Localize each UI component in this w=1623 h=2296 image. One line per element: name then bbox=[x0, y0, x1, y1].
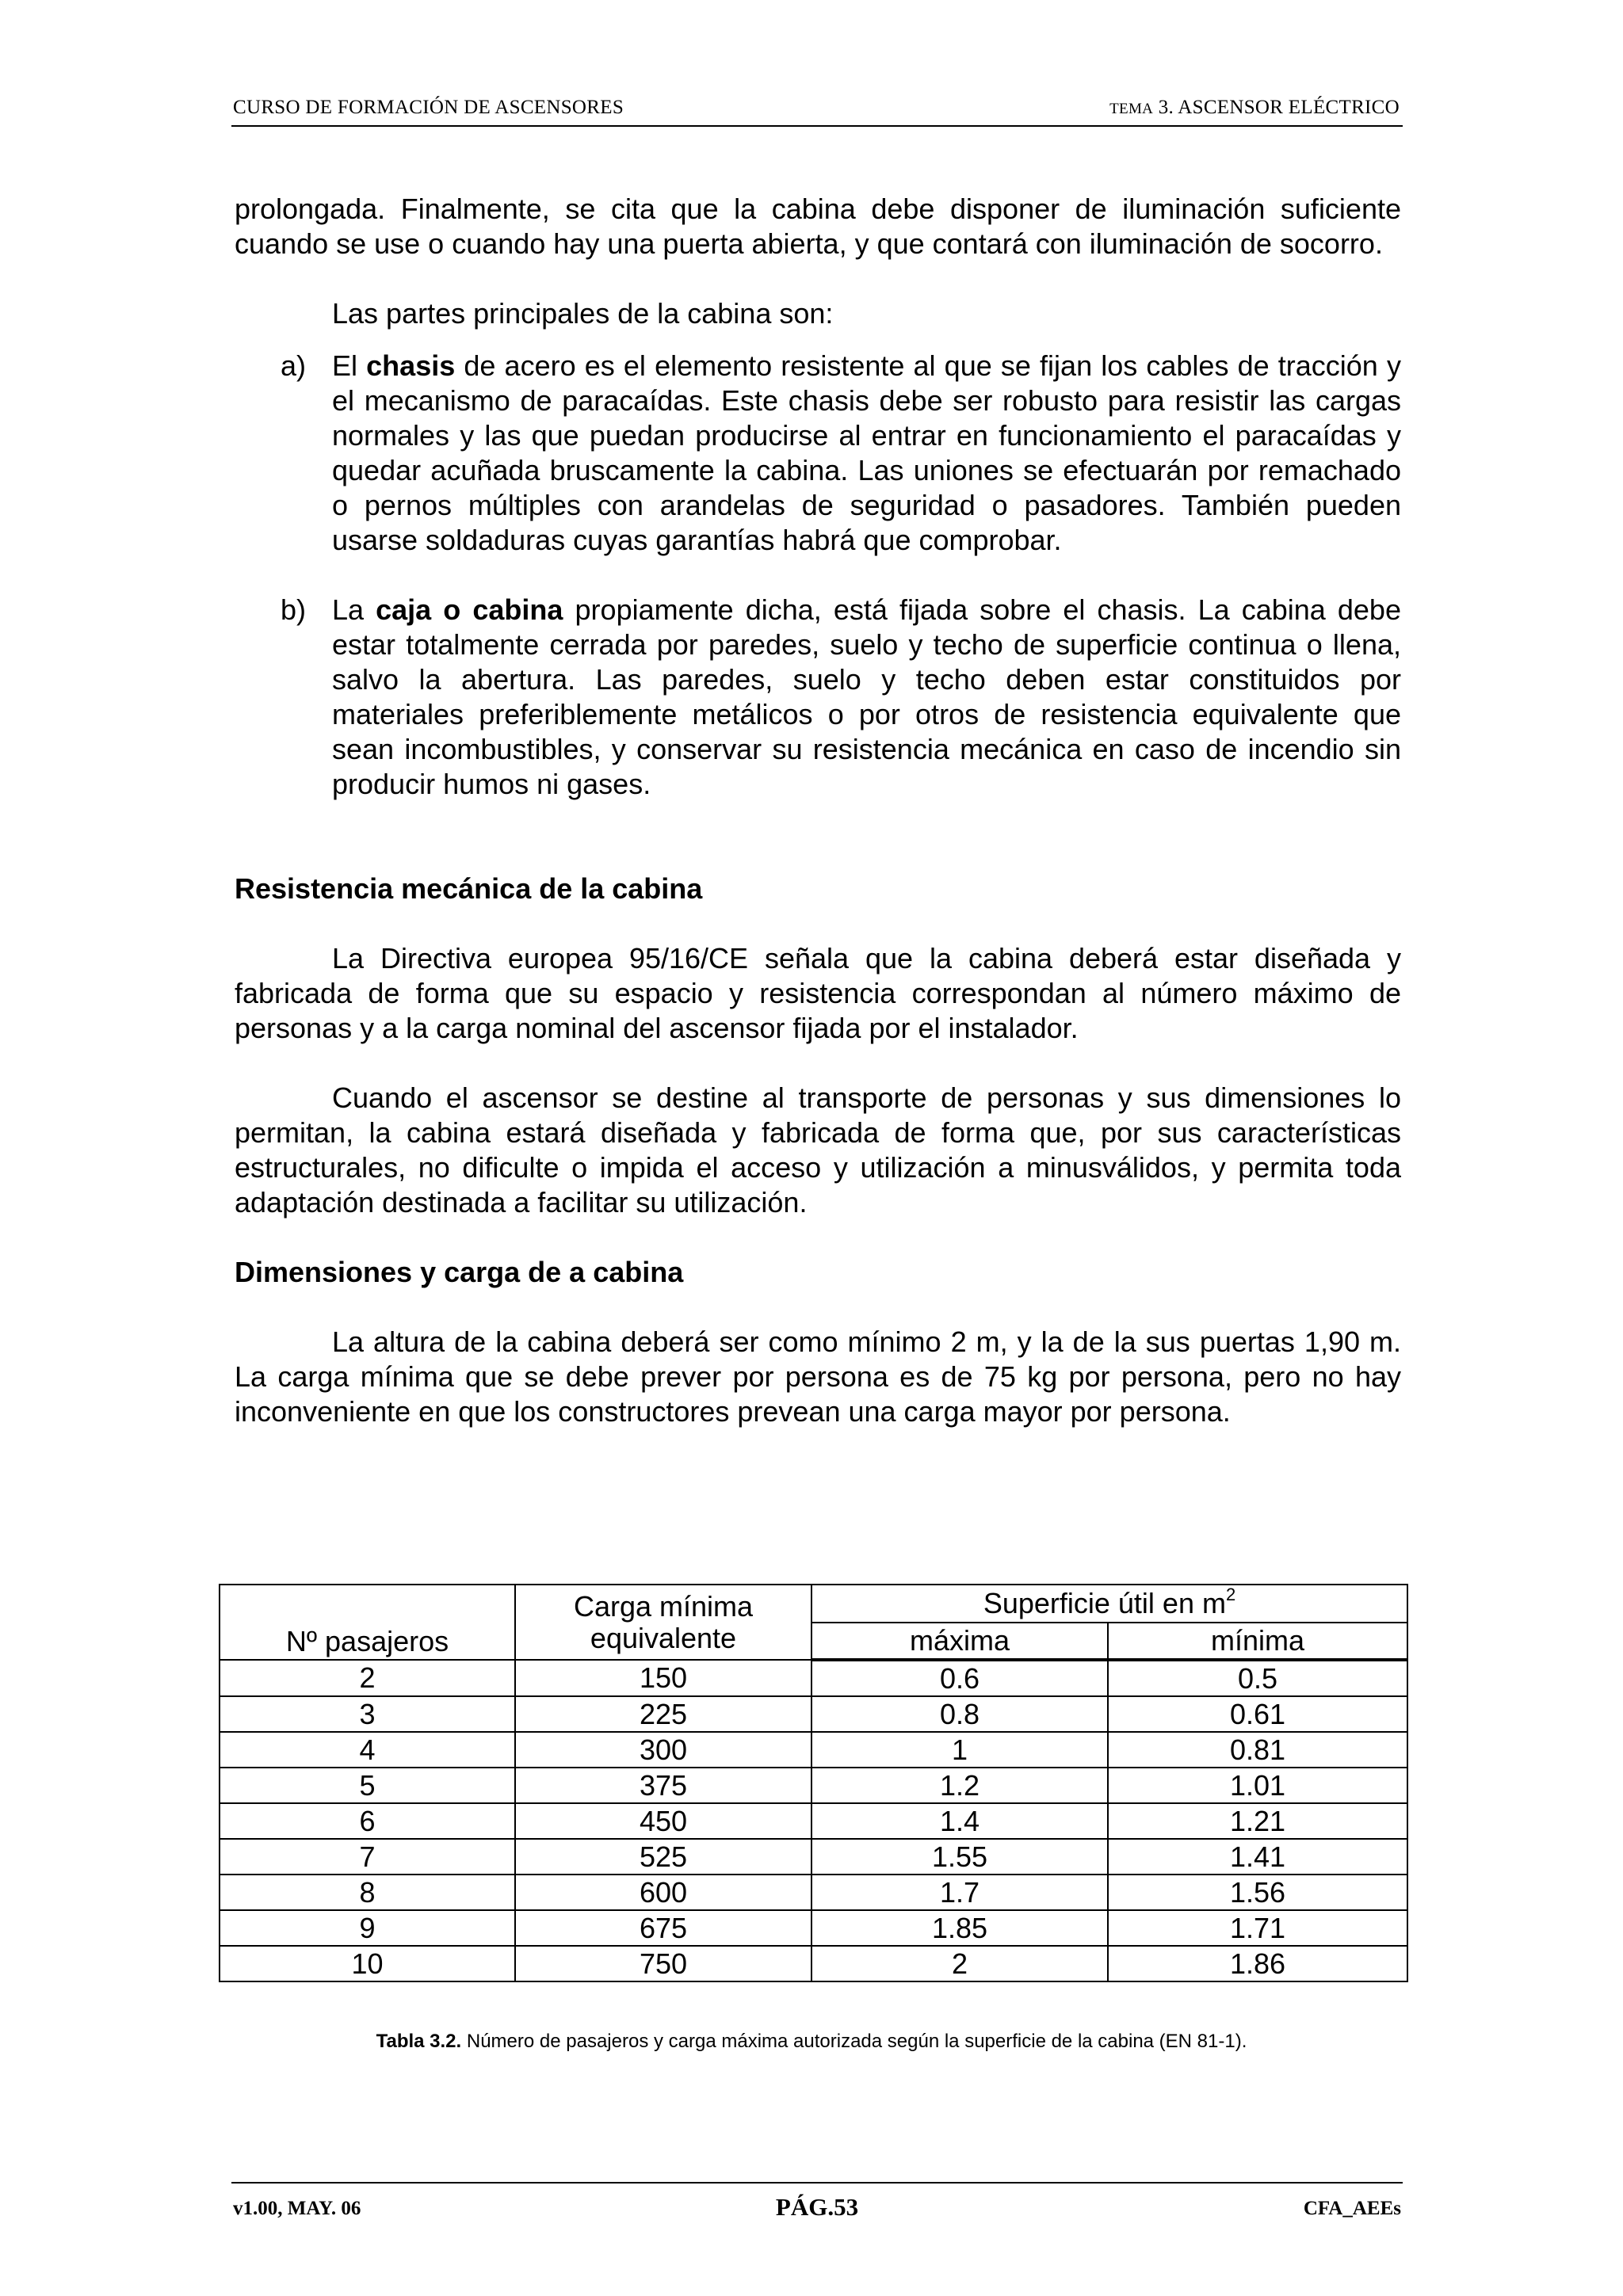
table-cell: 0.8 bbox=[812, 1696, 1108, 1732]
table-cell: 6 bbox=[220, 1803, 515, 1839]
table-cell: 8 bbox=[220, 1875, 515, 1910]
list-marker: a) bbox=[281, 349, 307, 382]
table-cell: 1.56 bbox=[1108, 1875, 1407, 1910]
table-cell: 0.81 bbox=[1108, 1732, 1407, 1768]
table-caption bbox=[0, 2031, 1623, 2053]
header-tema-label: TEMA bbox=[1109, 101, 1154, 117]
table-row bbox=[220, 1910, 1407, 1946]
table-cell: 2 bbox=[812, 1946, 1108, 1981]
table-cell: 0.6 bbox=[812, 1660, 1108, 1696]
table-cell: 1.71 bbox=[1108, 1910, 1407, 1946]
list-item-lead: El bbox=[332, 349, 358, 382]
table-cell: 1.21 bbox=[1108, 1803, 1407, 1839]
table-cell: 450 bbox=[515, 1803, 812, 1839]
table-cell: 0.5 bbox=[1108, 1660, 1407, 1696]
table-cell: 525 bbox=[515, 1839, 812, 1875]
table-row bbox=[220, 1732, 1407, 1768]
table-row bbox=[220, 1803, 1407, 1839]
list-item-term: chasis bbox=[366, 349, 456, 382]
header-chapter-title: 3. ASCENSOR ELÉCTRICO bbox=[1158, 97, 1400, 118]
page-header bbox=[231, 93, 1403, 127]
header-course-title: CURSO DE FORMACIÓN DE ASCENSORES bbox=[233, 97, 624, 118]
table-body bbox=[220, 1660, 1407, 1981]
caption-text: Número de pasajeros y carga máxima autorizada según la superficie de la cabina (EN 81-1). bbox=[466, 2031, 1247, 2052]
table-cell: 4 bbox=[220, 1732, 515, 1768]
page-body bbox=[235, 192, 1401, 1429]
table-cell: 1.86 bbox=[1108, 1946, 1407, 1981]
table-cell: 1.7 bbox=[812, 1875, 1108, 1910]
table-cell: 600 bbox=[515, 1875, 812, 1910]
caption-label: Tabla 3.2. bbox=[376, 2031, 462, 2052]
header-surface-label: Superficie útil en m bbox=[983, 1587, 1226, 1619]
table-row bbox=[220, 1875, 1407, 1910]
table-row bbox=[220, 1768, 1407, 1803]
table-cell: 1.55 bbox=[812, 1839, 1108, 1875]
header-chapter bbox=[1109, 97, 1400, 119]
list-item-lead: La bbox=[332, 593, 365, 626]
table-row bbox=[220, 1660, 1407, 1696]
paragraph: La altura de la cabina deberá ser como mínimo 2 m, y la de la sus puertas 1,90 m. La carga mínima que se debe prever por persona es de 75 kg por persona, pero no hay inconveniente en que los constructores prevean una carga mayor por persona. bbox=[235, 1325, 1401, 1428]
header-surface-max: máxima bbox=[812, 1623, 1108, 1660]
table-cell: 7 bbox=[220, 1839, 515, 1875]
table-cell: 1.85 bbox=[812, 1910, 1108, 1946]
page-footer bbox=[231, 2182, 1403, 2223]
table-cell: 750 bbox=[515, 1946, 812, 1981]
list-item-term: caja o cabina bbox=[376, 593, 563, 626]
table-cell: 2 bbox=[220, 1660, 515, 1696]
table-header-row bbox=[220, 1585, 1407, 1623]
table-cell: 1 bbox=[812, 1732, 1108, 1768]
table-cell: 10 bbox=[220, 1946, 515, 1981]
table-cell: 3 bbox=[220, 1696, 515, 1732]
header-load-line2: equivalente bbox=[590, 1621, 737, 1654]
table-cell: 375 bbox=[515, 1768, 812, 1803]
section-heading: Dimensiones y carga de a cabina bbox=[235, 1256, 684, 1288]
list-marker: b) bbox=[281, 593, 307, 626]
list-item-text: propiamente dicha, está fijada sobre el chasis. La cabina debe estar totalmente cerrada por paredes, suelo y techo de superficie continua o llena, salvo la abertura. Las paredes, suelo y techo deben estar constituidos por materiales preferiblemente metálicos o por otros de resistencia equivalente que sean incombustibles, y conservar su resistencia mecánica en caso de incendio sin producir humos ni gases. bbox=[332, 593, 1401, 800]
table-row bbox=[220, 1839, 1407, 1875]
table-cell: 1.2 bbox=[812, 1768, 1108, 1803]
footer-code: CFA_AEEs bbox=[1303, 2198, 1401, 2219]
table-cell: 1.4 bbox=[812, 1803, 1108, 1839]
section-heading: Resistencia mecánica de la cabina bbox=[235, 872, 703, 905]
header-surface-min: mínima bbox=[1108, 1623, 1407, 1660]
table-cell: 1.41 bbox=[1108, 1839, 1407, 1875]
header-load-line1: Carga mínima bbox=[573, 1589, 754, 1623]
table-cell: 300 bbox=[515, 1732, 812, 1768]
table-row bbox=[220, 1696, 1407, 1732]
table-cell: 0.61 bbox=[1108, 1696, 1407, 1732]
header-load bbox=[515, 1585, 812, 1660]
list-item-b bbox=[235, 593, 1401, 802]
table-cell: 225 bbox=[515, 1696, 812, 1732]
paragraph: Cuando el ascensor se destine al transporte de personas y sus dimensiones lo permitan, la cabina estará diseñada y fabricada de forma que, por sus características estructurales, no dificulte o impida el acceso y utilización a minusválidos, y permita toda adaptación destinada a facilitar su utilización. bbox=[235, 1081, 1401, 1219]
header-surface-exponent: 2 bbox=[1225, 1585, 1236, 1604]
paragraph: Las partes principales de la cabina son: bbox=[332, 297, 834, 330]
paragraph: La Directiva europea 95/16/CE señala que la cabina deberá estar diseñada y fabricada de forma que su espacio y resistencia correspondan al número máximo de personas y a la carga nominal del ascensor fijada por el instalador. bbox=[235, 942, 1401, 1044]
table-row bbox=[220, 1946, 1407, 1981]
table-cell: 5 bbox=[220, 1768, 515, 1803]
table-cell: 1.01 bbox=[1108, 1768, 1407, 1803]
header-passengers: Nº pasajeros bbox=[220, 1585, 515, 1660]
table-cell: 150 bbox=[515, 1660, 812, 1696]
table-cell: 675 bbox=[515, 1910, 812, 1946]
table-cell: 9 bbox=[220, 1910, 515, 1946]
list-item-text: de acero es el elemento resistente al que se fijan los cables de tracción y el mecanismo de paracaídas. Este chasis debe ser robusto para resistir las cargas normales y las que puedan producirse al entrar en funcionamiento el paracaídas y quedar acuñada bruscamente la cabina. Las uniones se efectuarán por remachado o pernos múltiples con arandelas de seguridad o pasadores. También pueden usarse soldaduras cuyas garantías habrá que comprobar. bbox=[332, 349, 1401, 556]
footer-page-number: PÁG.53 bbox=[775, 2193, 859, 2221]
list-item-a bbox=[235, 349, 1401, 558]
paragraph: prolongada. Finalmente, se cita que la cabina debe disponer de iluminación suficiente cuando se use o cuando hay una puerta abierta, y que contará con iluminación de socorro. bbox=[235, 193, 1401, 260]
header-surface bbox=[812, 1585, 1407, 1623]
footer-version: v1.00, MAY. 06 bbox=[233, 2198, 361, 2219]
passenger-load-table bbox=[219, 1584, 1408, 1982]
